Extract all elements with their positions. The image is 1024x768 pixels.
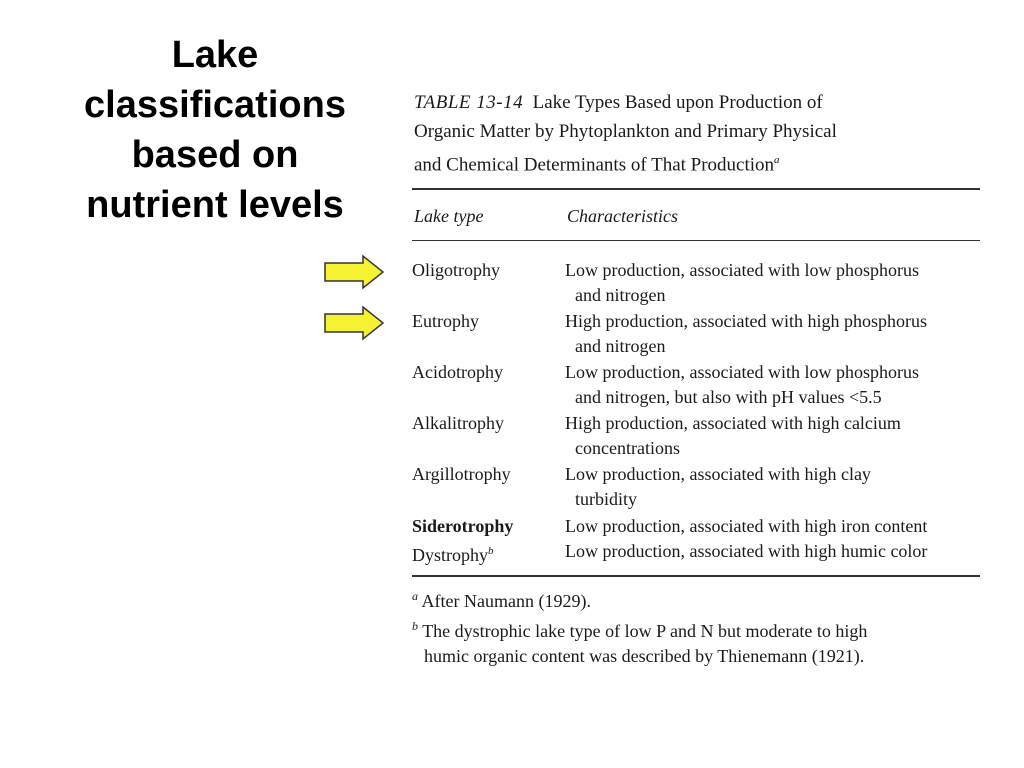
characteristics bbox=[565, 411, 985, 461]
table-caption bbox=[414, 88, 982, 179]
footnote-mark: b bbox=[412, 619, 418, 633]
slide-title-line: nutrient levels bbox=[86, 184, 344, 226]
footnote bbox=[412, 614, 982, 669]
footnote bbox=[412, 584, 982, 614]
characteristics-line: and nitrogen bbox=[575, 336, 666, 356]
characteristics-line: turbidity bbox=[575, 489, 637, 509]
slide-title bbox=[40, 30, 390, 230]
slide-title-line: classifications bbox=[84, 84, 346, 126]
slide-title-line: based on bbox=[131, 134, 299, 176]
characteristics-line: Low production, associated with low phosphorus bbox=[565, 260, 919, 280]
column-header-characteristics: Characteristics bbox=[567, 206, 678, 226]
caption-line: Organic Matter by Phytoplankton and Primary Physical bbox=[414, 121, 837, 142]
table-top-rule bbox=[412, 188, 980, 190]
characteristics-line: and nitrogen bbox=[575, 285, 666, 305]
characteristics-line: and nitrogen, but also with pH values <5.5 bbox=[575, 387, 882, 407]
characteristics-line: Low production, associated with high iron content bbox=[565, 516, 928, 536]
lake-type: Siderotrophy bbox=[412, 516, 514, 536]
characteristics bbox=[565, 514, 985, 539]
lake-type: Argillotrophy bbox=[412, 464, 511, 484]
slide-title-line: Lake bbox=[171, 34, 259, 76]
characteristics-line: High production, associated with high phosphorus bbox=[565, 311, 927, 331]
table-header-rule bbox=[412, 240, 980, 241]
characteristics bbox=[565, 258, 985, 308]
footnote-mark: a bbox=[774, 154, 780, 166]
footnote-text: humic organic content was described by Thienemann (1921). bbox=[424, 646, 865, 666]
footnote-mark: a bbox=[412, 589, 418, 603]
characteristics bbox=[565, 539, 985, 564]
footnote-text: The dystrophic lake type of low P and N but moderate to high bbox=[422, 621, 868, 641]
characteristics-line: Low production, associated with low phosphorus bbox=[565, 362, 919, 382]
characteristics-line: Low production, associated with high humic color bbox=[565, 541, 928, 561]
highlight-arrow-icon bbox=[323, 305, 385, 341]
characteristics-line: Low production, associated with high clay bbox=[565, 464, 871, 484]
lake-type: Eutrophy bbox=[412, 311, 479, 331]
lake-type: Acidotrophy bbox=[412, 362, 503, 382]
characteristics-line: concentrations bbox=[575, 438, 680, 458]
lake-type: Alkalitrophy bbox=[412, 413, 504, 433]
characteristics bbox=[565, 360, 985, 410]
caption-line: and Chemical Determinants of That Production bbox=[414, 154, 775, 176]
characteristics bbox=[565, 462, 985, 512]
lake-type bbox=[412, 539, 494, 568]
lake-type-label: Dystrophy bbox=[412, 545, 488, 565]
footnote-text: After Naumann (1929). bbox=[421, 591, 591, 611]
table-bottom-rule bbox=[412, 575, 980, 577]
highlight-arrow-icon bbox=[323, 254, 385, 290]
characteristics bbox=[565, 309, 985, 359]
column-header-type: Lake type bbox=[414, 206, 484, 226]
table-footnotes bbox=[412, 584, 982, 669]
caption-line: Lake Types Based upon Production of bbox=[532, 92, 823, 113]
footnote-mark: b bbox=[488, 545, 494, 557]
table-figure bbox=[410, 88, 982, 666]
lake-type: Oligotrophy bbox=[412, 260, 500, 280]
table-label: TABLE 13-14 bbox=[414, 92, 524, 113]
characteristics-line: High production, associated with high calcium bbox=[565, 413, 901, 433]
